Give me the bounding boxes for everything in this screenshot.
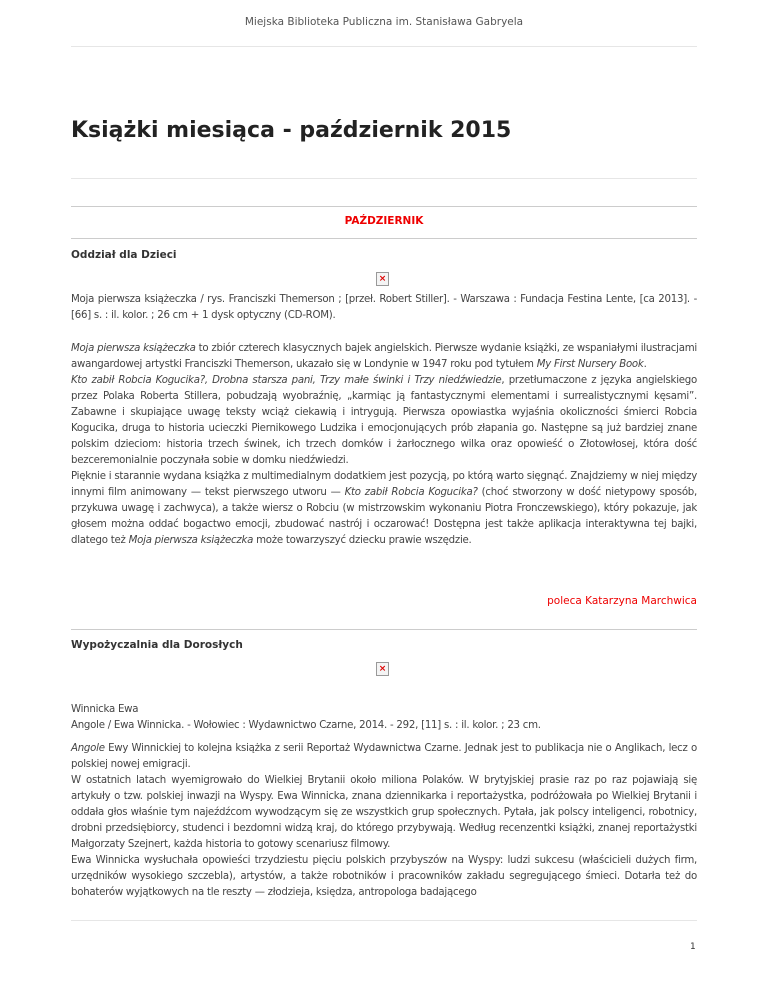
description-text: . xyxy=(643,359,647,370)
italic-title-text: My First Nursery Book xyxy=(536,359,644,370)
description-text: W ostatnich latach wyemigrowało do Wielkiej Brytanii około miliona Polaków. W brytyjskiej prasie raz po raz pojawiają się artykuły o tzw. polskiej inwazji na Wyspy. Ewa Winnicka, znana dziennikarka i reportażystka, podróżowała po Wielkiej Brytanii i oddała głos właśnie tym najeźdźcom wywodzącym się ze wszystkich grup społecznych. Pytała, jak polscy inteligenci, robotnicy, drobni przedsiębiorcy, studenci i bezdomni widzą kraj, do którego przybywają. Według recenzentki książki, znanej reportażystki Małgorzaty Szejnert, każda historia to gotowy scenariusz filmowy. xyxy=(71,775,697,850)
description-text: Pięknie i starannie wydana książka z multimedialnym dodatkiem jest pozycją, po którą warto sięgnąć. Znajdziemy w niej między innymi film animowany — tekst pierwszego utworu — xyxy=(71,471,697,498)
italic-title-text: Kto zabił Robcia Kogucika?, Drobna starsza pani, Trzy małe świnki i Trzy niedźwiedzie xyxy=(71,375,502,386)
book-description xyxy=(71,341,697,549)
italic-title-text: Angole xyxy=(71,743,105,754)
italic-title-text: Moja pierwsza książeczka xyxy=(71,343,196,354)
book-citation: Angole / Ewa Winnicka. - Wołowiec : Wydawnictwo Czarne, 2014. - 292, [11] s. : il. kolor. ; 23 cm. xyxy=(71,720,541,731)
italic-title-text: Moja pierwsza książeczka xyxy=(128,535,254,546)
description-text: może towarzyszyć dziecku prawie wszędzie. xyxy=(253,535,472,546)
description-text: (choć stworzony w dość nietypowy sposób, przykuwa uwagę i zachwyca), a także wiersz o Robciu (w mistrzowskim wykonaniu Piotra Fronczewskiego), który pokazuje, jak głosem można oddać bogactwo emocji, zbudować nastrój i oczarować! Dostępna jest także aplikacja interaktywna tej bajki, dlatego też xyxy=(71,487,698,546)
book-description xyxy=(71,741,697,901)
divider xyxy=(71,238,697,239)
description-text: to zbiór czterech klasycznych bajek angielskich. Pierwsze wydanie książki, ze wspaniałymi ilustracjami awangardowej artystki Franciszki Themerson, ukazało się w Londynie w 1947 roku pod tytułem xyxy=(71,343,697,370)
broken-image-icon: × xyxy=(376,662,389,676)
divider xyxy=(71,46,697,47)
divider xyxy=(71,920,697,921)
page-title: Książki miesiąca - październik 2015 xyxy=(71,118,512,143)
description-text: , przetłumaczone z języka angielskiego przez Polaka Roberta Stillera, pobudzają wyobraźnię, „karmiąc ją fantastycznymi elementami i surrealistycznymi kęsami”. Zabawne i skupiające uwagę teksty wciąż ciekawią i intrygują. Pierwsza opowiastka wyjaśnia okoliczności śmierci Robcia Kogucika, druga to historia ucieczki Piernikowego Ludzika i emocjonujących prób złapania go. Następne są już bardziej znane polskim dzieciom: historia trzech świnek, ich trzech domków i żarłocznego wilka oraz opowieść o Złotowłosej, która dość bezceremonialnie poczynała sobie w domku niedźwiedzi. xyxy=(71,375,698,466)
section-heading: Wypożyczalnia dla Dorosłych xyxy=(71,639,243,651)
italic-title-text: Kto zabił Robcia Kogucika? xyxy=(344,487,478,498)
divider xyxy=(71,629,697,630)
divider xyxy=(71,178,697,179)
broken-image-icon: × xyxy=(376,272,389,286)
page-number: 1 xyxy=(690,942,696,952)
description-text: Ewa Winnicka wysłuchała opowieści trzydziestu pięciu polskich przybyszów na Wyspy: ludzi sukcesu (właścicieli dużych firm, urzędników wysokiego szczebla), artystów, a także robotników i pracowników zakładu segregującego śmieci. Dotarła też do bohaterów wyjątkowych na tle reszty — złodzieja, księdza, antropologa badającego xyxy=(71,855,697,898)
recommended-by: poleca Katarzyna Marchwica xyxy=(547,595,697,607)
divider xyxy=(71,206,697,207)
section-heading: Oddział dla Dzieci xyxy=(71,249,177,261)
book-author: Winnicka Ewa xyxy=(71,704,139,715)
book-citation: Moja pierwsza książeczka / rys. Franciszki Themerson ; [przeł. Robert Stiller]. - Warszawa : Fundacja Festina Lente, [ca 2013]. - [66] s. : il. kolor. ; 26 cm + 1 dysk optyczny (CD-ROM). xyxy=(71,294,697,321)
library-header: Miejska Biblioteka Publiczna im. Stanisława Gabryela xyxy=(244,16,524,28)
description-text: Ewy Winnickiej to kolejna książka z serii Reportaż Wydawnictwa Czarne. Jednak jest to publikacja nie o Anglikach, lecz o polskiej nowej emigracji. xyxy=(71,743,697,770)
month-heading: PAŹDZIERNIK xyxy=(344,215,424,227)
